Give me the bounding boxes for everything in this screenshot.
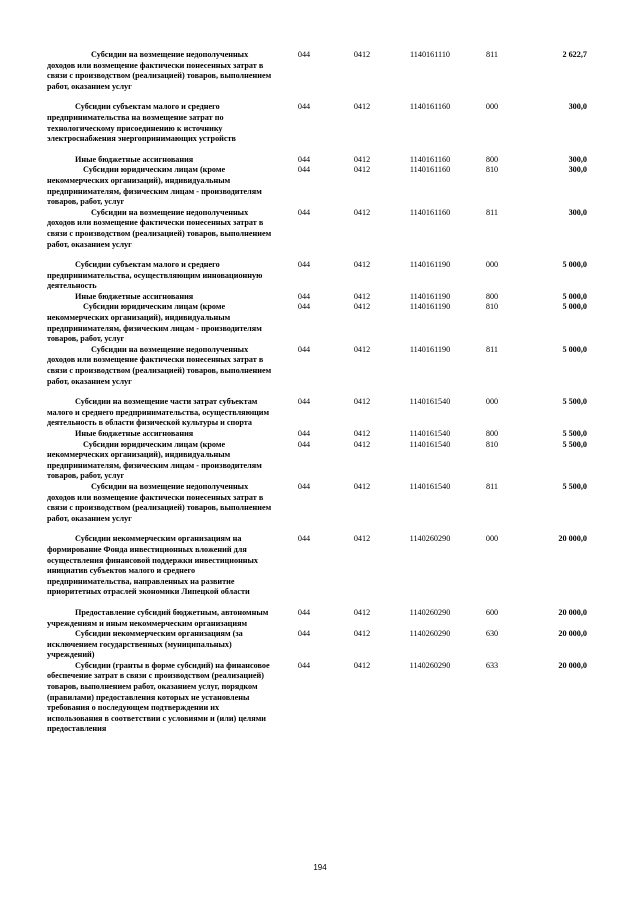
row-rz-cell: 0412 (353, 439, 371, 449)
row-name-text: Субсидии некоммерческим организациям на формирование Фонда инвестиционных вложений для осуществления финансовой поддержки инвестиционных инициатив субъектов малого и среднего предпринимательства, направленных на развитие приоритетных отраслей экономики Липецкой области (47, 534, 259, 597)
row-name-text: Субсидии на возмещение недополученных доходов или возмещение фактически понесенных затрат в связи с производством (реализацией) товаров, выполнением работ, оказанием услуг (47, 207, 272, 249)
row-rz-cell: 0412 (353, 165, 371, 175)
row-gr-cell: 044 (297, 534, 311, 544)
row-name-cell (47, 608, 275, 629)
row-vr-cell: 630 (485, 629, 499, 639)
row-name-cell (47, 260, 275, 292)
row-rz-cell: 0412 (353, 344, 371, 354)
row-name-text: Иные бюджетные ассигнования (75, 291, 194, 301)
row-name-cell (47, 302, 275, 344)
row-gr-cell: 044 (297, 102, 311, 112)
row-gr-cell: 044 (297, 154, 311, 164)
row-name-text: Субсидии на возмещение части затрат субъектам малого и среднего предпринимательства, осуществляющим деятельность в области физической культуры и спорта (47, 397, 270, 428)
row-spacer (47, 524, 587, 534)
row-spacer-cell (47, 387, 587, 397)
row-cs-cell: 1140161190 (409, 302, 451, 312)
table-row (47, 155, 587, 166)
row-vr-cell: 633 (485, 660, 499, 670)
row-name-cell (47, 429, 275, 440)
row-sum-cell: 5 000,0 (562, 302, 587, 312)
row-gr-cell: 044 (297, 165, 311, 175)
row-rz-cell: 0412 (353, 607, 371, 617)
table-row (47, 482, 587, 524)
row-cs-cell: 1140161160 (409, 165, 451, 175)
table-row (47, 165, 587, 207)
row-vr-cell: 811 (486, 50, 498, 59)
row-sum-cell: 2 622,7 (562, 50, 587, 59)
row-rz-cell: 0412 (353, 481, 371, 491)
page-number: 194 (313, 863, 327, 872)
row-vr-cell: 810 (485, 165, 499, 175)
table-row (47, 440, 587, 482)
table-row (47, 429, 587, 440)
table-row (47, 345, 587, 387)
row-gr-cell: 044 (297, 50, 311, 59)
row-name-text: Субсидии юридическим лицам (кроме некоммерческих организаций), индивидуальным предпринимателям, физическим лицам - производителям товаров, работ, услуг (47, 439, 262, 481)
table-row (47, 102, 587, 144)
row-sum-cell: 5 500,0 (562, 481, 587, 491)
row-name-cell (47, 292, 275, 303)
row-rz-cell: 0412 (353, 397, 371, 407)
row-rz-cell: 0412 (353, 302, 371, 312)
table-row (47, 608, 587, 629)
row-gr-cell: 044 (297, 291, 311, 301)
row-sum-cell: 5 500,0 (562, 429, 587, 438)
row-gr-cell: 044 (297, 607, 311, 617)
row-sum-cell: 20 000,0 (558, 629, 587, 639)
row-rz-cell: 0412 (353, 660, 371, 670)
row-name-cell (47, 50, 275, 92)
budget-table (47, 50, 587, 735)
row-spacer-cell (47, 250, 587, 260)
row-spacer-cell (47, 145, 587, 155)
row-vr-cell: 800 (485, 154, 499, 164)
table-row (47, 397, 587, 429)
row-rz-cell: 0412 (353, 154, 371, 164)
row-gr-cell: 044 (297, 397, 311, 407)
row-name-text: Предоставление субсидий бюджетным, автономным учреждениям и иным некоммерческим организациям (47, 607, 269, 628)
row-name-cell (47, 661, 275, 735)
table-row (47, 661, 587, 735)
row-sum-cell: 20 000,0 (558, 607, 587, 617)
table-row (47, 534, 587, 598)
row-spacer-cell (47, 598, 587, 608)
row-spacer (47, 250, 587, 260)
row-cs-cell: 1140161540 (409, 397, 451, 407)
row-name-text: Субсидии субъектам малого и среднего предпринимательства на возмещение затрат по технологическому присоединению к источнику электроснабжения энергопринимающих устройств (47, 102, 236, 144)
row-cs-cell: 1140260290 (409, 534, 451, 544)
table-row (47, 50, 587, 92)
row-sum-cell: 5 000,0 (562, 260, 587, 270)
row-sum-cell: 20 000,0 (558, 534, 587, 544)
row-sum-cell: 300,0 (568, 102, 587, 112)
row-name-cell (47, 482, 275, 524)
row-name-cell (47, 208, 275, 250)
row-cs-cell: 1140260290 (409, 660, 451, 670)
row-rz-cell: 0412 (353, 629, 371, 639)
table-row (47, 208, 587, 250)
row-vr-cell: 811 (486, 207, 498, 217)
row-cs-cell: 1140161160 (409, 102, 451, 112)
row-name-text: Субсидии (гранты в форме субсидий) на финансовое обеспечение затрат в связи с производством (реализацией) товаров, выполнением работ, оказанием услуг, порядком (правилами) предоставления которых не установлены требования о последующем подтверждении их использования в соответствии с условиями и (или) целями предоставления (47, 660, 270, 734)
row-sum-cell: 300,0 (568, 154, 587, 164)
row-rz-cell: 0412 (353, 50, 371, 59)
row-rz-cell: 0412 (353, 207, 371, 217)
row-gr-cell: 044 (297, 429, 311, 438)
row-vr-cell: 000 (485, 102, 499, 112)
row-vr-cell: 600 (485, 607, 499, 617)
row-cs-cell: 1140161540 (409, 429, 451, 438)
row-cs-cell: 1140161540 (409, 439, 451, 449)
row-rz-cell: 0412 (353, 534, 371, 544)
row-vr-cell: 800 (485, 429, 499, 438)
budget-table-body (47, 50, 587, 735)
row-sum-cell: 300,0 (568, 207, 587, 217)
row-sum-cell: 20 000,0 (558, 660, 587, 670)
row-vr-cell: 811 (486, 481, 498, 491)
row-spacer-cell (47, 524, 587, 534)
row-vr-cell: 000 (485, 534, 499, 544)
row-gr-cell: 044 (297, 660, 311, 670)
row-gr-cell: 044 (297, 207, 311, 217)
row-gr-cell: 044 (297, 302, 311, 312)
table-row (47, 292, 587, 303)
row-name-cell (47, 440, 275, 482)
row-cs-cell: 1140161190 (409, 344, 451, 354)
row-gr-cell: 044 (297, 629, 311, 639)
row-name-text: Субсидии субъектам малого и среднего предпринимательства, осуществляющим инновационную деятельность (47, 260, 263, 291)
row-name-text: Субсидии юридическим лицам (кроме некоммерческих организаций), индивидуальным предпринимателям, физическим лицам - производителям товаров, работ, услуг (47, 165, 262, 207)
row-sum-cell: 5 000,0 (562, 291, 587, 301)
row-vr-cell: 000 (485, 260, 499, 270)
row-cs-cell: 1140161540 (409, 481, 451, 491)
row-name-cell (47, 345, 275, 387)
row-cs-cell: 1140161160 (409, 154, 451, 164)
row-rz-cell: 0412 (353, 102, 371, 112)
row-cs-cell: 1140161160 (409, 207, 451, 217)
row-rz-cell: 0412 (353, 291, 371, 301)
row-cs-cell: 1140260290 (409, 607, 451, 617)
row-name-text: Субсидии на возмещение недополученных доходов или возмещение фактически понесенных затрат в связи с производством (реализацией) товаров, выполнением работ, оказанием услуг (47, 344, 272, 386)
row-gr-cell: 044 (297, 439, 311, 449)
row-name-text: Субсидии некоммерческим организациям (за исключением государственных (муниципальных) учреждений) (47, 629, 243, 660)
row-cs-cell: 1140161190 (409, 291, 451, 301)
row-rz-cell: 0412 (353, 260, 371, 270)
table-row (47, 260, 587, 292)
row-name-cell (47, 534, 275, 598)
row-name-cell (47, 397, 275, 429)
row-name-text: Субсидии юридическим лицам (кроме некоммерческих организаций), индивидуальным предпринимателям, физическим лицам - производителям товаров, работ, услуг (47, 302, 262, 344)
row-vr-cell: 811 (486, 344, 498, 354)
row-vr-cell: 810 (485, 439, 499, 449)
row-gr-cell: 044 (297, 344, 311, 354)
row-vr-cell: 800 (485, 291, 499, 301)
row-name-cell (47, 629, 275, 661)
row-sum-cell: 5 500,0 (562, 397, 587, 407)
row-gr-cell: 044 (297, 481, 311, 491)
row-vr-cell: 810 (485, 302, 499, 312)
row-name-text: Иные бюджетные ассигнования (75, 429, 194, 438)
row-sum-cell: 300,0 (568, 165, 587, 175)
row-spacer (47, 92, 587, 102)
row-name-cell (47, 102, 275, 144)
row-name-text: Субсидии на возмещение недополученных доходов или возмещение фактически понесенных затрат в связи с производством (реализацией) товаров, выполнением работ, оказанием услуг (47, 481, 272, 523)
row-sum-cell: 5 500,0 (562, 439, 587, 449)
row-name-cell (47, 165, 275, 207)
row-spacer (47, 145, 587, 155)
row-name-cell (47, 155, 275, 166)
row-spacer-cell (47, 92, 587, 102)
row-cs-cell: 1140161110 (409, 50, 451, 59)
table-row (47, 629, 587, 661)
row-cs-cell: 1140260290 (409, 629, 451, 639)
table-row (47, 302, 587, 344)
row-spacer (47, 598, 587, 608)
row-name-text: Иные бюджетные ассигнования (75, 154, 194, 164)
row-gr-cell: 044 (297, 260, 311, 270)
row-cs-cell: 1140161190 (409, 260, 451, 270)
row-spacer (47, 387, 587, 397)
row-vr-cell: 000 (485, 397, 499, 407)
row-rz-cell: 0412 (353, 429, 371, 438)
row-name-text: Субсидии на возмещение недополученных доходов или возмещение фактически понесенных затрат в связи с производством (реализацией) товаров, выполнением работ, оказанием услуг (47, 50, 272, 91)
row-sum-cell: 5 000,0 (562, 344, 587, 354)
